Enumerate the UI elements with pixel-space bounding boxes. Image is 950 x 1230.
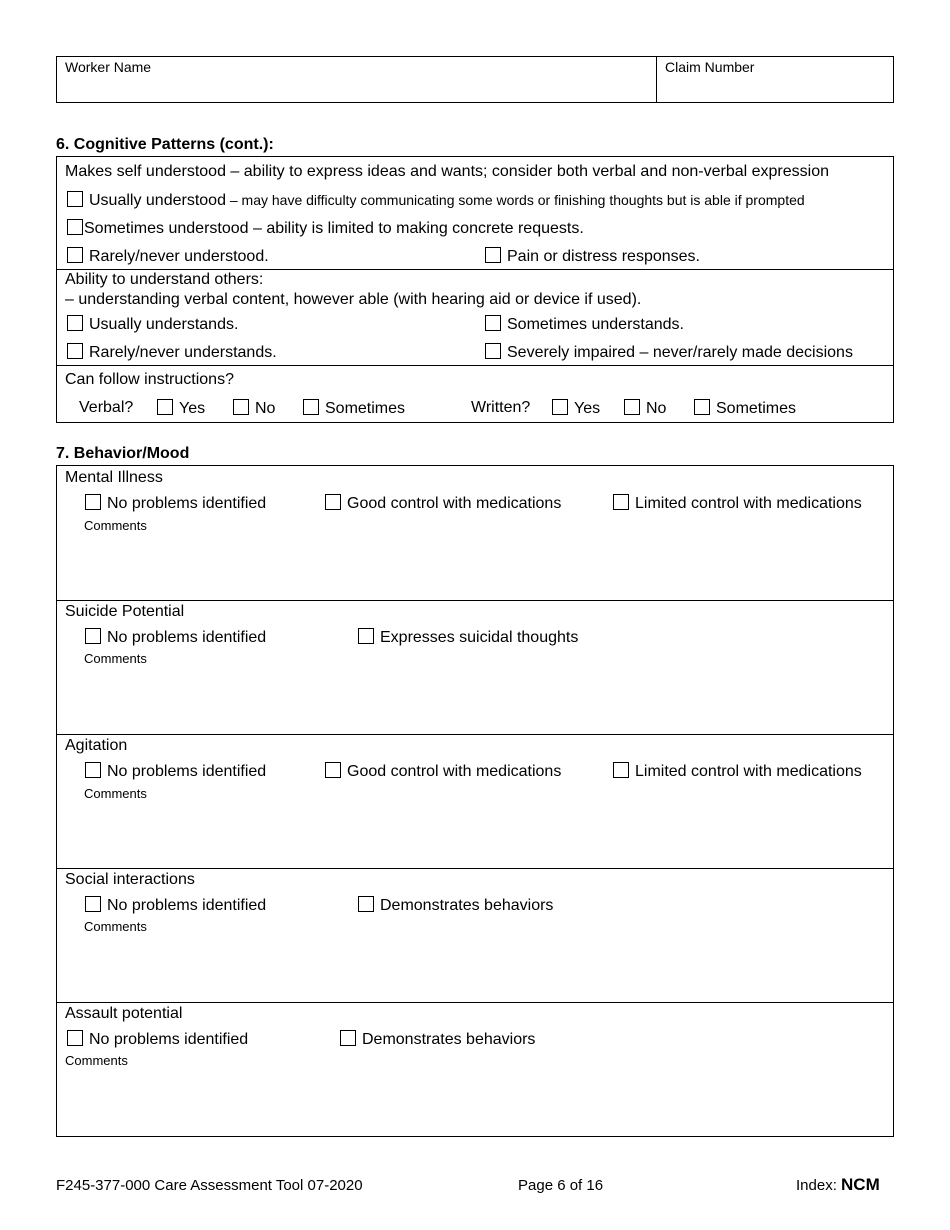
usually-understood-checkbox[interactable] — [67, 191, 83, 207]
mental-illness-no-problems-option[interactable] — [85, 494, 266, 513]
mental-illness-group — [57, 466, 893, 601]
verbal-sometimes-checkbox[interactable] — [303, 399, 319, 415]
worker-name-field[interactable] — [57, 57, 657, 102]
verbal-yes-checkbox[interactable] — [157, 399, 173, 415]
assault-potential-label: Assault potential — [65, 1005, 183, 1022]
rarely-understands-checkbox[interactable] — [67, 343, 83, 359]
assault-potential-group — [57, 1003, 893, 1136]
usually-understands-checkbox[interactable] — [67, 315, 83, 331]
agitation-good-control-checkbox[interactable] — [325, 762, 341, 778]
suicide-no-problems-label: No problems identified — [107, 629, 267, 646]
verbal-no-label: No — [255, 400, 276, 417]
agitation-limited-control-label: Limited control with medications — [635, 763, 862, 780]
page-number: Page 6 of 16 — [518, 1177, 604, 1194]
mental-illness-no-problems-checkbox[interactable] — [85, 494, 101, 510]
suicide-no-problems-option[interactable] — [85, 628, 266, 647]
self-understood-prompt: Makes self understood – ability to express ideas and wants; consider both verbal and non-verbal expression — [65, 163, 829, 180]
verbal-no-option[interactable] — [233, 399, 275, 418]
sometimes-understands-label: Sometimes understands. — [507, 316, 684, 333]
understand-others-group — [57, 270, 893, 366]
severely-impaired-label: Severely impaired – never/rarely made decisions — [507, 344, 853, 361]
rarely-understood-checkbox[interactable] — [67, 247, 83, 263]
form-id: F245-377-000 Care Assessment Tool 07-2020 — [56, 1177, 363, 1194]
agitation-limited-control-option[interactable] — [613, 762, 862, 781]
mental-illness-limited-control-option[interactable] — [613, 494, 862, 513]
assault-no-problems-checkbox[interactable] — [67, 1030, 83, 1046]
suicide-no-problems-checkbox[interactable] — [85, 628, 101, 644]
social-no-problems-option[interactable] — [85, 896, 266, 915]
agitation-comments-label: Comments — [84, 786, 147, 801]
index-label — [796, 1175, 880, 1195]
mental-illness-limited-control-checkbox[interactable] — [613, 494, 629, 510]
understand-others-prompt: Ability to understand others: — [65, 271, 264, 288]
severely-impaired-option[interactable] — [485, 343, 853, 362]
verbal-yes-label: Yes — [179, 400, 206, 417]
assault-no-problems-option[interactable] — [67, 1030, 248, 1049]
assault-demonstrates-behaviors-option[interactable] — [340, 1030, 535, 1049]
index-prefix: Index: — [796, 1177, 842, 1194]
claim-number-label: Claim Number — [665, 59, 755, 75]
assault-demonstrates-behaviors-checkbox[interactable] — [340, 1030, 356, 1046]
rarely-understood-option[interactable] — [67, 247, 269, 266]
agitation-no-problems-label: No problems identified — [107, 763, 267, 780]
rarely-understands-label: Rarely/never understands. — [89, 344, 277, 361]
assault-no-problems-label: No problems identified — [89, 1031, 249, 1048]
verbal-no-checkbox[interactable] — [233, 399, 249, 415]
usually-understands-option[interactable] — [67, 315, 238, 334]
sometimes-understands-option[interactable] — [485, 315, 684, 334]
written-yes-option[interactable] — [552, 399, 600, 418]
assault-comments-label: Comments — [65, 1053, 128, 1068]
self-understood-group — [57, 157, 893, 270]
written-no-option[interactable] — [624, 399, 666, 418]
follow-instructions-group — [57, 366, 893, 422]
social-demonstrates-behaviors-label: Demonstrates behaviors — [380, 897, 554, 914]
sometimes-understood-option[interactable] — [67, 219, 584, 238]
verbal-yes-option[interactable] — [157, 399, 205, 418]
social-interactions-group — [57, 869, 893, 1003]
behavior-mood-box — [56, 465, 894, 1137]
written-sometimes-checkbox[interactable] — [694, 399, 710, 415]
sometimes-understood-checkbox[interactable] — [67, 219, 83, 235]
suicide-expresses-thoughts-label: Expresses suicidal thoughts — [380, 629, 579, 646]
agitation-label: Agitation — [65, 737, 128, 754]
written-yes-checkbox[interactable] — [552, 399, 568, 415]
agitation-no-problems-option[interactable] — [85, 762, 266, 781]
mental-illness-limited-control-label: Limited control with medications — [635, 495, 862, 512]
suicide-potential-label: Suicide Potential — [65, 603, 185, 620]
agitation-no-problems-checkbox[interactable] — [85, 762, 101, 778]
index-value: NCM — [841, 1175, 880, 1194]
mental-illness-good-control-option[interactable] — [325, 494, 561, 513]
pain-distress-label: Pain or distress responses. — [507, 248, 700, 265]
social-interactions-label: Social interactions — [65, 871, 195, 888]
mental-illness-no-problems-label: No problems identified — [107, 495, 267, 512]
worker-claim-header — [56, 56, 894, 103]
follow-instructions-prompt: Can follow instructions? — [65, 371, 234, 388]
rarely-understood-label: Rarely/never understood. — [89, 248, 269, 265]
severely-impaired-checkbox[interactable] — [485, 343, 501, 359]
sometimes-understood-label: Sometimes understood – ability is limited to making concrete requests. — [84, 220, 584, 237]
verbal-sometimes-option[interactable] — [303, 399, 405, 418]
suicide-comments-label: Comments — [84, 651, 147, 666]
written-sometimes-option[interactable] — [694, 399, 796, 418]
agitation-good-control-label: Good control with medications — [347, 763, 562, 780]
written-yes-label: Yes — [574, 400, 601, 417]
social-demonstrates-behaviors-option[interactable] — [358, 896, 553, 915]
mental-illness-good-control-label: Good control with medications — [347, 495, 562, 512]
pain-distress-checkbox[interactable] — [485, 247, 501, 263]
pain-distress-option[interactable] — [485, 247, 700, 266]
understand-others-note: – understanding verbal content, however able (with hearing aid or device if used). — [65, 291, 642, 308]
usually-understood-note: – may have difficulty communicating some words or finishing thoughts but is able if prompted — [225, 192, 805, 208]
suicide-expresses-thoughts-option[interactable] — [358, 628, 578, 647]
suicide-potential-group — [57, 601, 893, 735]
verbal-label: Verbal? — [79, 399, 134, 416]
section-7-title: 7. Behavior/Mood — [56, 445, 190, 462]
usually-understood-label: Usually understood — [89, 192, 226, 209]
agitation-limited-control-checkbox[interactable] — [613, 762, 629, 778]
written-label: Written? — [471, 399, 531, 416]
suicide-expresses-thoughts-checkbox[interactable] — [358, 628, 374, 644]
verbal-sometimes-label: Sometimes — [325, 400, 406, 417]
claim-number-field[interactable] — [657, 57, 893, 102]
mental-illness-comments-label: Comments — [84, 518, 147, 533]
agitation-good-control-option[interactable] — [325, 762, 561, 781]
agitation-group — [57, 735, 893, 869]
usually-understands-label: Usually understands. — [89, 316, 239, 333]
rarely-understands-option[interactable] — [67, 343, 277, 362]
social-comments-label: Comments — [84, 919, 147, 934]
social-demonstrates-behaviors-checkbox[interactable] — [358, 896, 374, 912]
social-no-problems-label: No problems identified — [107, 897, 267, 914]
section-6-title: 6. Cognitive Patterns (cont.): — [56, 136, 274, 153]
assault-demonstrates-behaviors-label: Demonstrates behaviors — [362, 1031, 536, 1048]
worker-name-label: Worker Name — [65, 59, 152, 75]
written-no-checkbox[interactable] — [624, 399, 640, 415]
cognitive-patterns-box — [56, 156, 894, 423]
mental-illness-label: Mental Illness — [65, 469, 163, 486]
written-no-label: No — [646, 400, 667, 417]
mental-illness-good-control-checkbox[interactable] — [325, 494, 341, 510]
written-sometimes-label: Sometimes — [716, 400, 797, 417]
usually-understood-option[interactable] — [67, 191, 805, 210]
sometimes-understands-checkbox[interactable] — [485, 315, 501, 331]
social-no-problems-checkbox[interactable] — [85, 896, 101, 912]
